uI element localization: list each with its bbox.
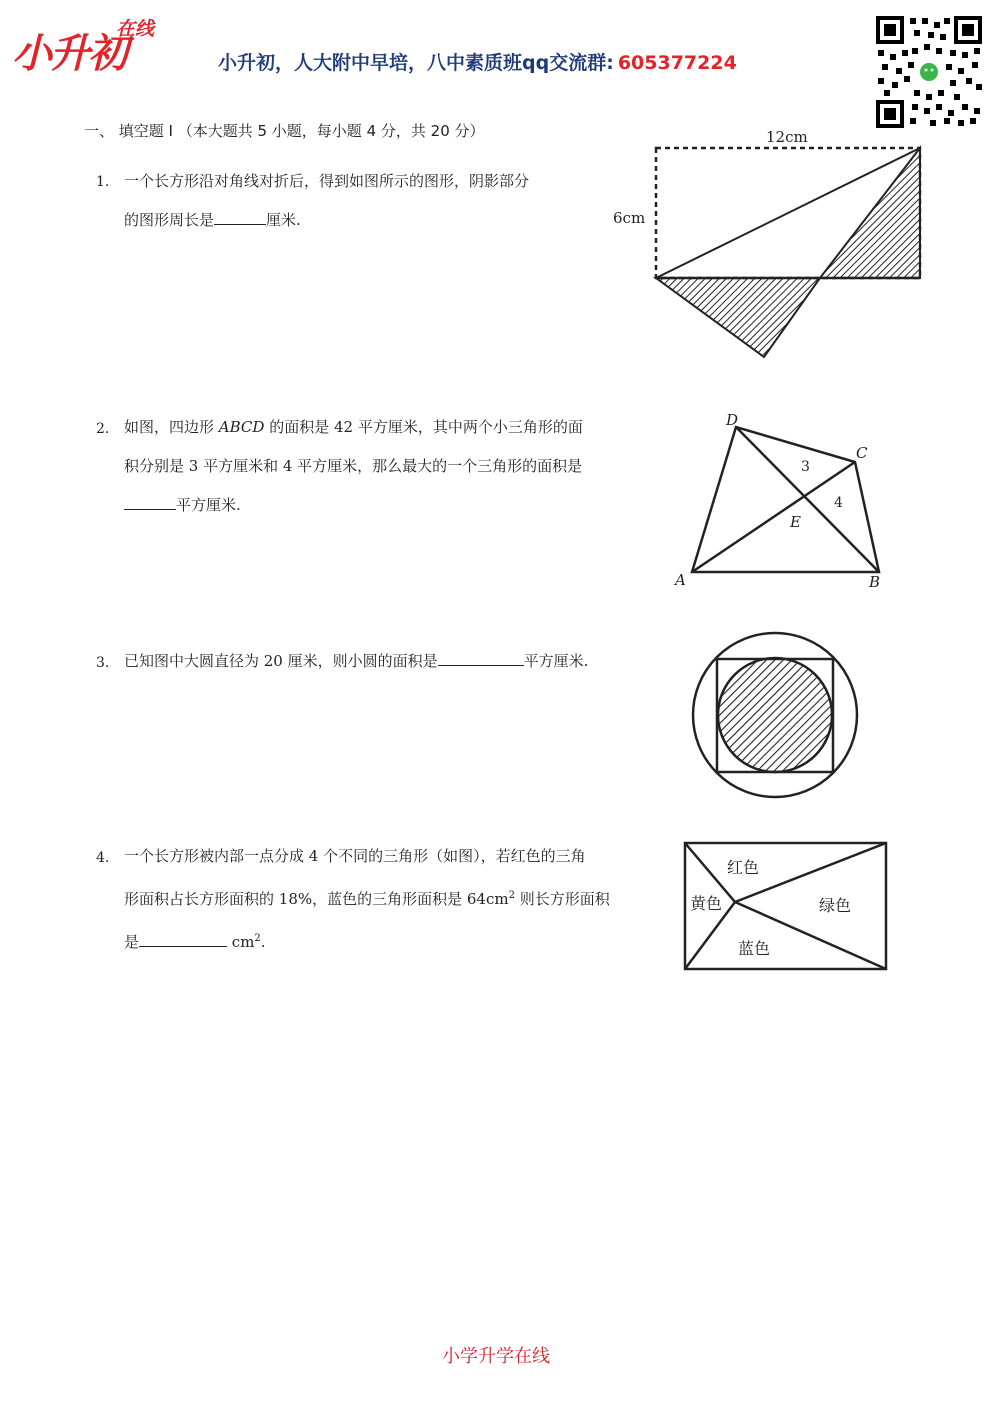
question-4-line2-post: 则长方形面积 [514, 890, 610, 908]
qq-number: 605377224 [617, 52, 737, 74]
shaded-bottom-triangle [656, 278, 820, 357]
area-label-3: 3 [801, 459, 810, 475]
question-4-line3-sup: 2 [254, 933, 261, 944]
question-3-line1 [124, 642, 654, 681]
question-4-line2-sup: 2 [508, 890, 515, 901]
question-1-number: 1. [96, 174, 110, 190]
figure-1-folded-rectangle [600, 125, 940, 365]
question-4-line2-pre: 形面积占长方形面积的 18%，蓝色的三角形面积是 64cm [124, 890, 509, 908]
question-4-line3-unit: cm [231, 933, 255, 951]
quadrilateral-abcd [692, 427, 879, 572]
fig1-top-label: 12cm [766, 128, 808, 146]
question-4-line3-pre: 是 [124, 933, 140, 951]
answer-blank-1[interactable] [214, 208, 266, 225]
label-green: 绿色 [819, 896, 852, 915]
vertex-label-a: A [675, 571, 686, 589]
question-2-number: 2. [96, 421, 110, 437]
label-blue: 蓝色 [738, 939, 771, 958]
answer-blank-3[interactable] [438, 649, 524, 666]
question-2-line1 [124, 408, 654, 447]
section-title: 一、 填空题 I （本大题共 5 小题，每小题 4 分，共 20 分） [84, 122, 485, 140]
question-2-line1-var: ABCD [218, 418, 265, 436]
figure-3-circles [685, 625, 865, 805]
question-4-line1: 一个长方形被内部一点分成 4 个不同的三角形（如图），若红色的三角 [124, 847, 586, 865]
question-1-line2-pre: 的图形周长是 [124, 211, 215, 229]
question-2-line1-pre: 如图，四边形 [124, 418, 219, 436]
brand-logo [12, 8, 172, 80]
question-3-line1-post: 平方厘米. [523, 652, 589, 670]
question-1-line1: 一个长方形沿对角线对折后，得到如图所示的图形，阴影部分 [124, 172, 530, 190]
intersection-label-e: E [790, 513, 801, 531]
header-title [218, 48, 737, 75]
label-red: 红色 [727, 858, 760, 877]
area-label-4: 4 [834, 495, 843, 511]
question-1-line2 [124, 201, 614, 240]
question-3-number: 3. [96, 655, 110, 671]
question-1-line2-post: 厘米. [266, 211, 301, 229]
logo-main-text: 小升初 [12, 31, 126, 77]
question-4-line3 [124, 919, 664, 962]
question-3-line1-pre: 已知图中大圆直径为 20 厘米，则小圆的面积是 [124, 652, 438, 670]
shaded-right-triangle [820, 148, 920, 278]
line-to-bottom-right [735, 902, 886, 969]
answer-blank-4[interactable] [139, 930, 227, 947]
figure-4-rectangle-triangles [678, 835, 893, 975]
header-title-text: 小升初，人大附中早培，八中素质班qq交流群: [218, 52, 614, 74]
label-yellow: 黄色 [690, 894, 723, 913]
qr-code-icon [874, 14, 984, 130]
footer-text: 小学升学在线 [442, 1346, 550, 1367]
question-2-line1-post: 的面积是 42 平方厘米，其中两个小三角形的面 [264, 418, 583, 436]
question-4-number: 4. [96, 850, 110, 866]
diagonal-ac [692, 462, 855, 572]
question-3-text [124, 642, 654, 681]
vertex-label-c: C [856, 444, 868, 462]
fig1-side-label: 6cm [613, 209, 646, 227]
vertex-label-b: B [869, 573, 881, 591]
question-2-text [124, 408, 654, 525]
question-4-line2 [124, 876, 664, 919]
figure-2-quadrilateral [670, 405, 890, 595]
small-shaded-circle [718, 658, 832, 772]
question-2-line3 [124, 486, 654, 525]
question-2-line2: 积分别是 3 平方厘米和 4 平方厘米，那么最大的一个三角形的面积是 [124, 457, 583, 475]
question-1-text [124, 162, 614, 240]
question-4-line3-end: . [260, 933, 266, 951]
answer-blank-2[interactable] [124, 493, 176, 510]
question-4-text [124, 837, 664, 962]
question-2-line3-post: 平方厘米. [176, 496, 241, 514]
logo-tag-text: 在线 [116, 18, 155, 40]
vertex-label-d: D [726, 411, 739, 429]
